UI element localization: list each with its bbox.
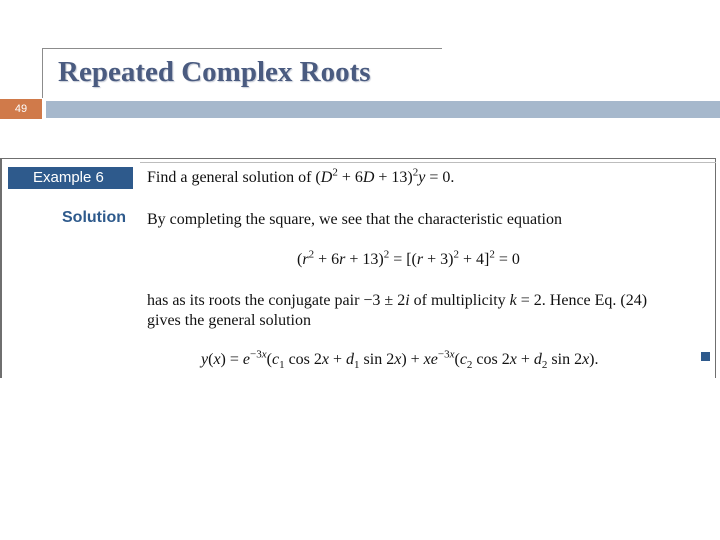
example-label: Example 6 xyxy=(8,167,133,189)
problem-equation: $(D^2 + 6D + 13)^2y = 0$. xyxy=(315,166,455,186)
example-panel-sub-rule xyxy=(140,162,716,163)
problem-statement xyxy=(147,166,455,187)
slide-number: 49 xyxy=(0,99,42,119)
slide-title: Repeated Complex Roots xyxy=(58,56,371,88)
solution-line-2a: has as its roots the conjugate pair xyxy=(147,292,360,309)
solution-line-2 xyxy=(147,292,647,310)
solution-line-2b: of multiplicity xyxy=(413,292,506,309)
end-of-proof-square-icon xyxy=(701,352,710,361)
title-frame-left-rule xyxy=(42,48,43,98)
solution-line-3: gives the general solution xyxy=(147,312,311,329)
solution-line-2c: . Hence Eq. (24) xyxy=(541,292,648,309)
roots-expression: −3 ± 2i xyxy=(363,292,410,309)
solution-label: Solution xyxy=(62,209,126,226)
general-solution-equation: $y(x) = e^{-3x}(c_1$ $\cos 2x + d_1$ $\sin 2x) + xe^{-3x}(c_2$ $\cos 2x + d_2$ sin 2x). xyxy=(201,348,599,372)
title-frame-top-rule xyxy=(42,48,442,49)
problem-prefix: Find a general solution of xyxy=(147,169,312,186)
title-accent-bar xyxy=(46,101,720,118)
solution-line-1: By completing the square, we see that the characteristic equation xyxy=(147,211,562,228)
multiplicity-expression: k = 2 xyxy=(509,292,542,309)
example-panel-left-edge xyxy=(0,158,2,378)
characteristic-equation: $(r^2 + 6r + 13)^2 = [(r + 3)^2 + 4]^2 = 0$ xyxy=(297,248,520,268)
